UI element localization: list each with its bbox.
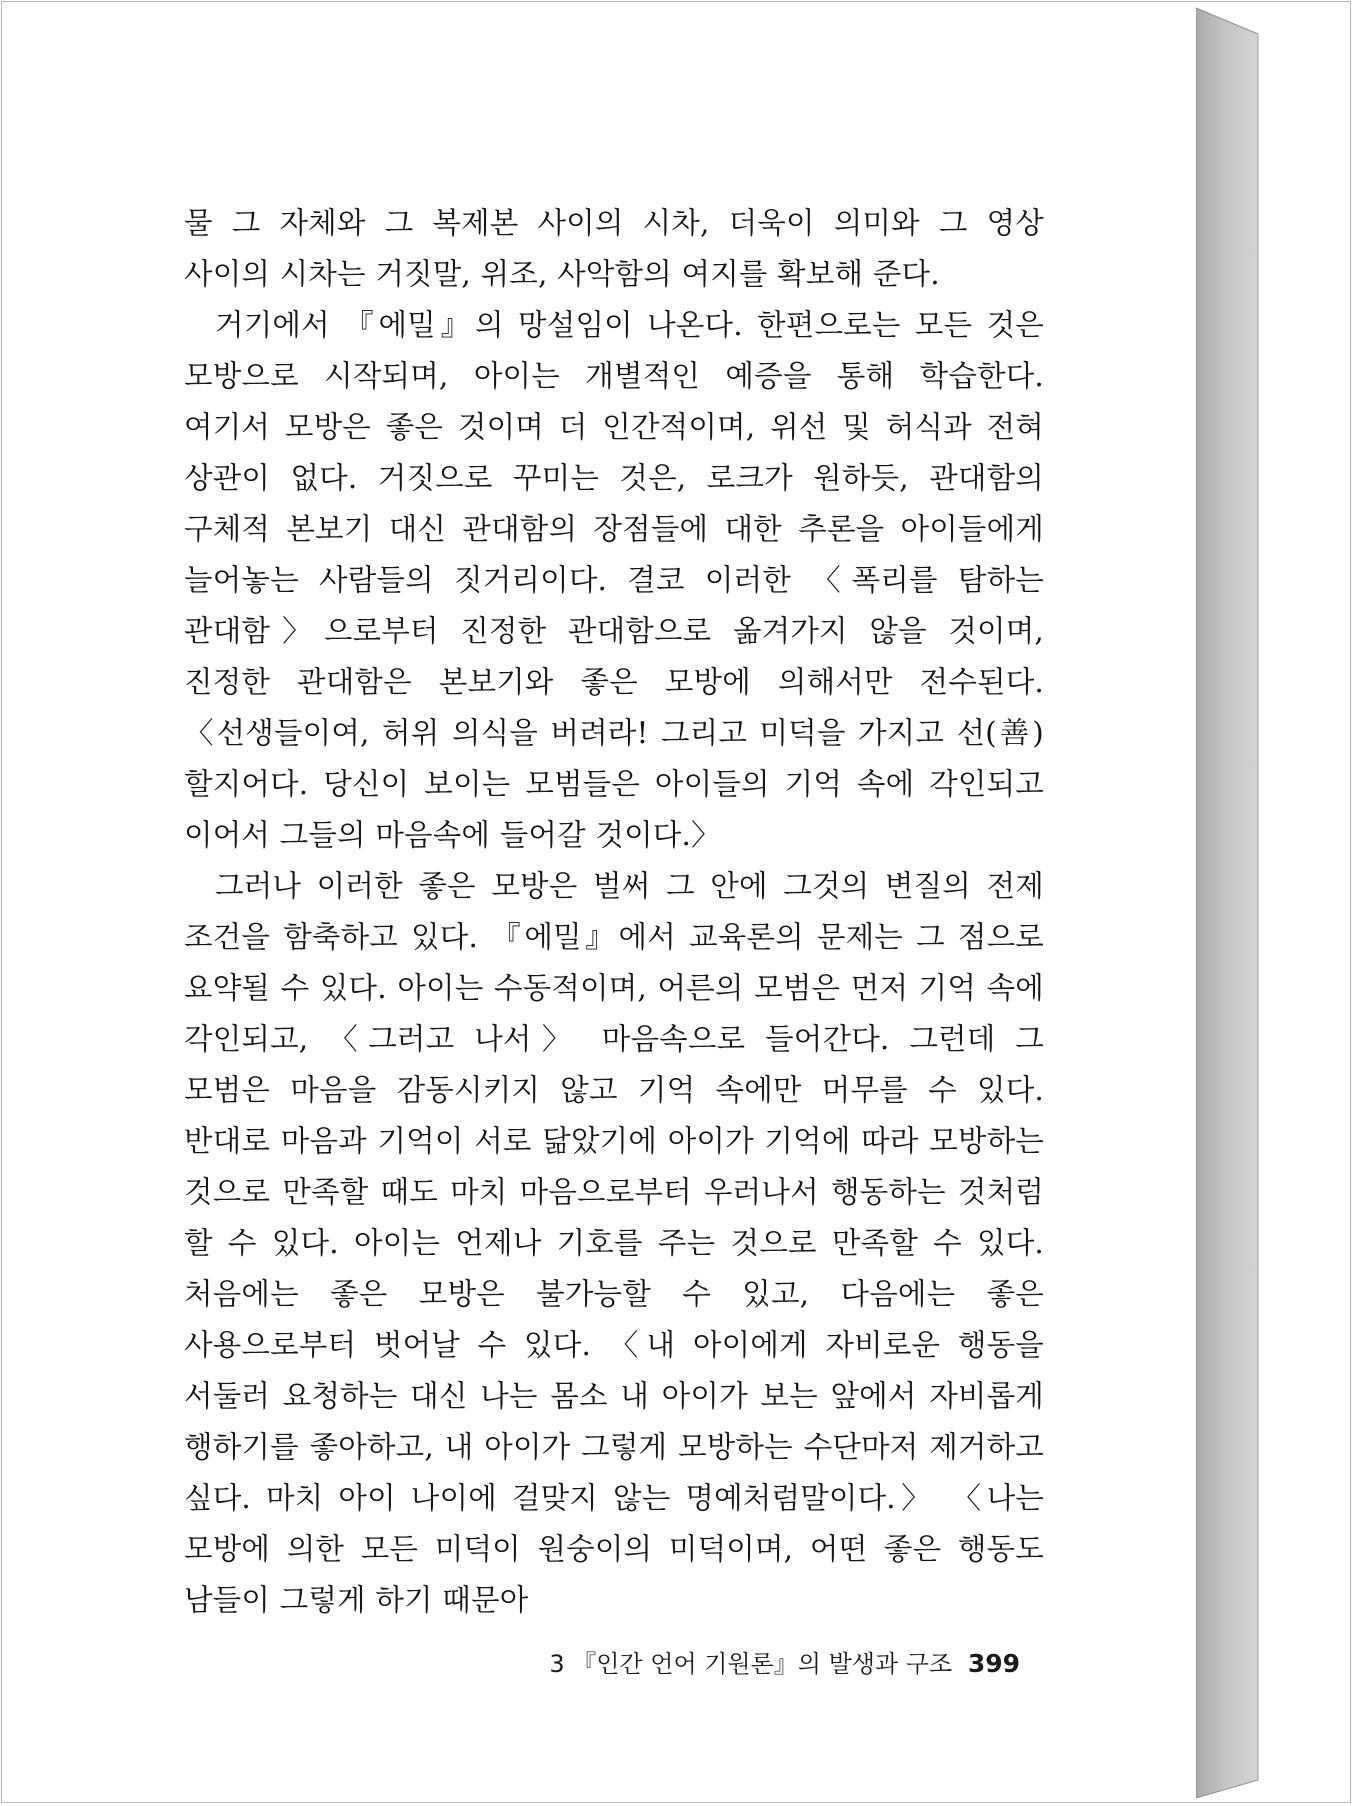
- running-footer: [184, 1648, 1020, 1680]
- footer-chapter-title: 3 『인간 언어 기원론』의 발생과 구조: [549, 1650, 953, 1678]
- page-number: 399: [967, 1649, 1020, 1678]
- book-page: [8, 8, 1196, 1798]
- paragraph-3: 그러나 이러한 좋은 모방은 벌써 그 안에 그것의 변질의 전제 조건을 함축하고 있다. 『에밀』에서 교육론의 문제는 그 점으로 요약될 수 있다. 아이는 수동적이며, 어른의 모범은 먼저 기억 속에 각인되고, 〈그러고 나서〉 마음속으로 들어간다. 그런데 그 모범은 마음을 감동시키지 않고 기억 속에만 머무를 수 있다. 반대로 마음과 기억이 서로 닮았기에 아이가 기억에 따라 모방하는 것으로 만족할 때도 마치 마음으로부터 우러나서 행동하는 것처럼 할 수 있다. 아이는 언제나 기호를 주는 것으로 만족할 수 있다. 처음에는 좋은 모방은 불가능할 수 있고, 다음에는 좋은 사용으로부터 벗어날 수 있다. 〈내 아이에게 자비로운 행동을 서둘러 요청하는 대신 나는 몸소 내 아이가 보는 앞에서 자비롭게 행하기를 좋아하고, 내 아이가 그렇게 모방하는 수단마저 제거하고 싶다. 마치 아이 나이에 걸맞지 않는 명예처럼말이다.〉 〈나는 모방에 의한 모든 미덕이 원숭이의 미덕이며, 어떤 좋은 행동도 남들이 그렇게 하기 때문아: [184, 869, 1044, 1617]
- book-spine-edge: [1196, 0, 1276, 1806]
- paragraph-1: 물 그 자체와 그 복제본 사이의 시차, 더욱이 의미와 그 영상 사이의 시차는 거짓말, 위조, 사악함의 여지를 확보해 준다.: [184, 206, 1044, 291]
- paragraph-2: 거기에서 『에밀』의 망설임이 나온다. 한편으로는 모든 것은 모방으로 시작되며, 아이는 개별적인 예증을 통해 학습한다. 여기서 모방은 좋은 것이며 더 인간적이며, 위선 및 허식과 전혀 상관이 없다. 거짓으로 꾸미는 것은, 로크가 원하듯, 관대함의 구체적 본보기 대신 관대함의 장점들에 대한 추론을 아이들에게 늘어놓는 사람들의 짓거리이다. 결코 이러한 〈폭리를 탐하는 관대함〉으로부터 진정한 관대함으로 옮겨가지 않을 것이며, 진정한 관대함은 본보기와 좋은 모방에 의해서만 전수된다. 〈선생들이여, 허위 의식을 버려라! 그리고 미덕을 가지고 선(善)할지어다. 당신이 보이는 모범들은 아이들의 기억 속에 각인되고 이어서 그들의 마음속에 들어갈 것이다.〉: [184, 308, 1044, 852]
- body-text: [184, 198, 1044, 1626]
- book-spine-shape: [1196, 0, 1276, 1806]
